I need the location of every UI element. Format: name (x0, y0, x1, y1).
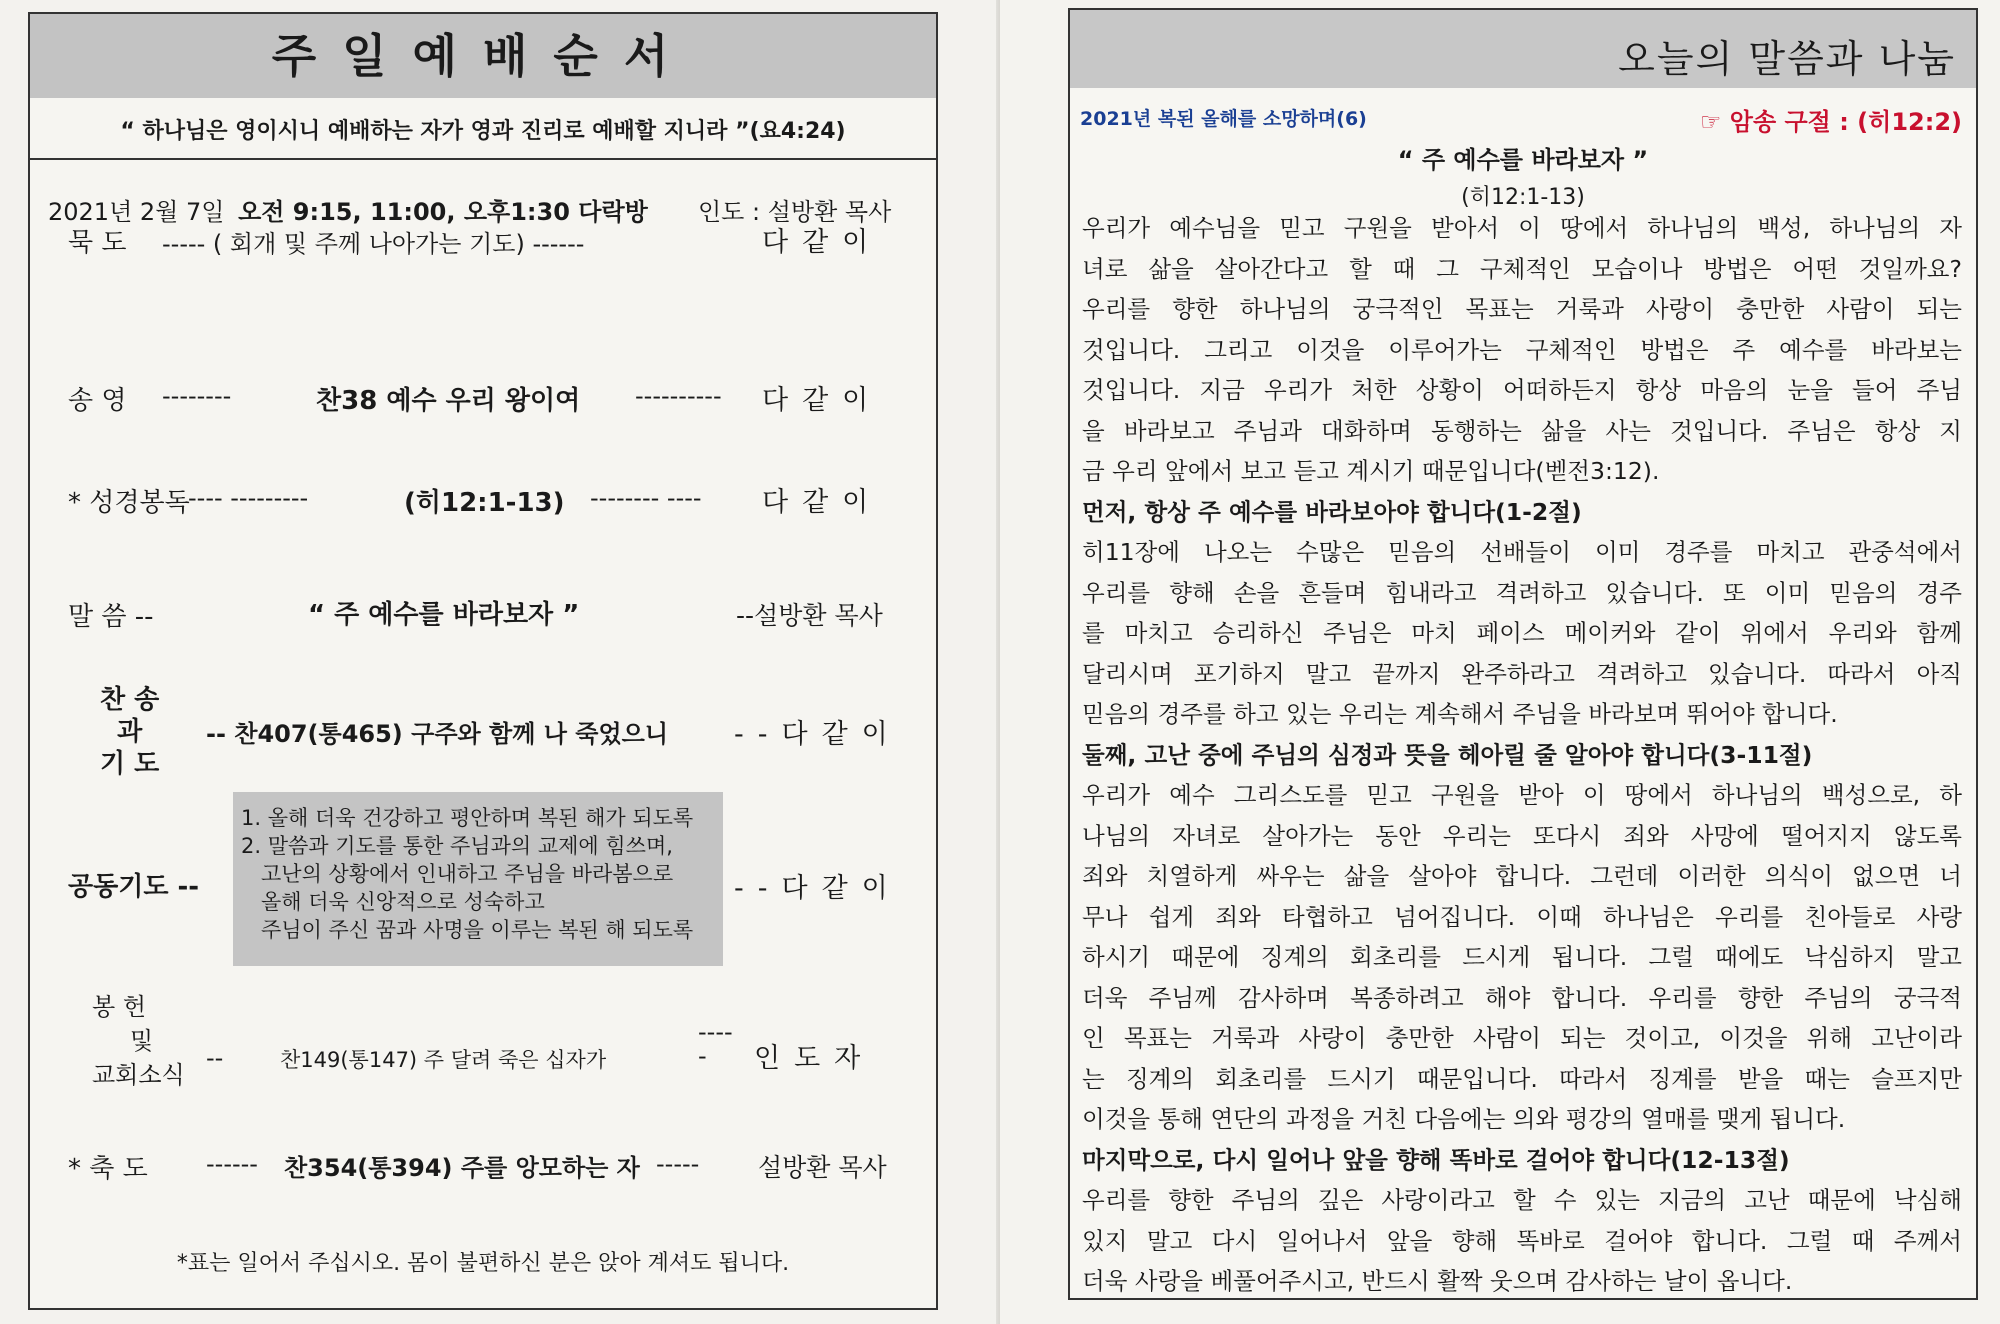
footnote: *표는 일어서 주십시오. 몸이 불편하신 분은 앉아 계셔도 됩니다. (176, 1251, 790, 1276)
body-line: 더욱 사랑을 베풀어주시고, 반드시 활짝 웃으며 감사하는 날이 옵니다. (1082, 1267, 1793, 1295)
body-line: 우리를 향해 손을 흔들며 힘내라고 격려하고 있습니다. 또 이미 믿음의 경주 (1082, 578, 1962, 607)
page-title: 주일예배순서 (271, 29, 695, 83)
body-line: 나님의 자녀로 살아가는 동안 우리는 또다시 죄와 사망에 떨어지지 않도록 (1082, 821, 1962, 850)
item-label-silent-prayer: 묵 도 (68, 228, 127, 258)
label-line: 및 (130, 1027, 154, 1055)
prayer-line: 고난의 상황에서 인내하고 주님을 바라봄으로 (261, 862, 674, 886)
service-info (48, 192, 892, 227)
section-heading: 마지막으로, 다시 일어나 앞을 향해 똑바로 걸어야 합니다(12-13절) (1082, 1145, 1790, 1174)
body-line: 녀로 삶을 살아간다고 할 때 그 구체적인 모습이나 방법은 어떤 것일까요? (1082, 254, 1962, 283)
item-label-sermon: 말 씀 -- (68, 602, 154, 632)
prayer-line: 올해 더욱 신앙적으로 성숙하고 (261, 890, 545, 914)
message-title: 오늘의 말씀과 나눔 (1618, 37, 1956, 81)
item-label-common-prayer: 공동기도 -- (68, 872, 200, 902)
item-performer-hymn-prayer: --다같이 (734, 719, 902, 750)
item-prefix-scripture: ---- --------- (188, 484, 309, 512)
item-detail-hymn-prayer: -- 찬407(통465) 구주와 함께 나 죽었으니 (206, 720, 669, 748)
body-line: 달리시며 포기하지 말고 끝까지 완주하라고 격려하고 있습니다. 따라서 아직 (1082, 659, 1962, 688)
body-line: 하시기 때문에 징계의 회초리를 드시게 됩니다. 그럴 때에도 낙심하지 말고 (1082, 943, 1962, 971)
prayer-line: 2. 말씀과 기도를 통한 주님과의 교제에 힘쓰며, (241, 834, 673, 858)
series-label: 2021년 복된 올해를 소망하며(6) (1080, 108, 1367, 130)
label-line: 기 도 (100, 749, 160, 779)
label-line: 교회소식 (92, 1061, 185, 1089)
label-line: 찬 송 (100, 685, 160, 715)
body-line: 히11장에 나오는 수많은 믿음의 선배들이 이미 경주를 마치고 관중석에서 (1082, 538, 1962, 566)
message-panel (1068, 8, 1978, 1300)
worship-order-panel (28, 12, 938, 1310)
body-line: 믿음의 경주를 하고 있는 우리는 계속해서 주님을 바라보며 뛰어야 합니다. (1082, 700, 1838, 728)
label-line: 과 (117, 717, 143, 747)
item-prefix-benediction: ------ (206, 1150, 258, 1178)
section-heading: 둘째, 고난 중에 주님의 심정과 뜻을 헤아릴 줄 알아야 합니다(3-11절) (1082, 740, 1813, 769)
body-line: 금 우리 앞에서 보고 듣고 계시기 때문입니다(벧전3:12). (1082, 457, 1660, 485)
body-line: 우리가 예수 그리스도를 믿고 구원을 받아 이 땅에서 하나님의 백성으로, 하 (1082, 781, 1962, 809)
body-line: 죄와 치열하게 싸우는 삶을 살아야 합니다. 그런데 이러한 의식이 없으면 너 (1082, 862, 1962, 890)
body-line: 를 마치고 승리하신 주님은 마치 페이스 메이커와 같이 위에서 우리와 함께 (1082, 619, 1962, 647)
service-date: 2021년 2월 7일 (48, 198, 225, 226)
item-detail-doxology: 찬38 예수 우리 왕이여 (316, 386, 581, 416)
body-line: 있지 말고 다시 일어나서 앞을 향해 똑바로 걸어야 합니다. 그럴 때 주께서 (1082, 1226, 1962, 1255)
item-performer-sermon: --설방환 목사 (736, 601, 883, 630)
body-line: 우리가 예수님을 믿고 구원을 받아서 이 땅에서 하나님의 백성, 하나님의 자 (1082, 214, 1962, 242)
prayer-line: 주님이 주신 꿈과 사명을 이루는 복된 해 되도록 (261, 918, 694, 942)
item-detail-sermon: “ 주 예수를 바라보자 ” (308, 600, 580, 630)
body-line: 이것을 통해 연단의 과정을 거친 다음에는 의와 평강의 열매를 맺게 됩니다. (1082, 1105, 1846, 1133)
item-detail-offering: 찬149(통147) 주 달려 죽은 십자가 (280, 1048, 607, 1072)
body-line: 우리를 향한 하나님의 궁극적인 목표는 거룩과 사랑이 충만한 사람이 되는 (1082, 295, 1962, 323)
theme-verse: “ 하나님은 영이시니 예배하는 자가 영과 진리로 예배할 지니라 ”(요4:24) (120, 119, 846, 144)
right-page (1000, 0, 2000, 1324)
item-performer-scripture: 다같이 (762, 487, 883, 518)
item-detail-benediction: 찬354(통394) 주를 앙모하는 자 (284, 1154, 640, 1182)
item-suffix-scripture: -------- ---- (590, 484, 702, 512)
sermon-body (1082, 208, 1962, 1302)
service-leader: 인도 : 설방환 목사 (698, 198, 892, 226)
item-suffix-benediction: ----- (656, 1150, 700, 1178)
item-label-hymn-prayer (100, 684, 159, 780)
item-detail-scripture: (히12:1-13) (404, 488, 565, 518)
item-performer-offering: 인도자 (754, 1043, 875, 1074)
sermon-title: “ 주 예수를 바라보자 ” (1397, 146, 1649, 174)
item-performer-benediction: 설방환 목사 (758, 1153, 887, 1182)
item-label-offering (92, 990, 185, 1092)
body-line: 것입니다. 그리고 이것을 이루어가는 구체적인 방법은 주 예수를 바라보는 (1082, 335, 1962, 364)
label-line: 봉 헌 (92, 993, 146, 1021)
item-detail-silent-prayer: ----- ( 회개 및 주께 나아가는 기도) ------ (162, 230, 585, 258)
item-suffix-doxology: ---------- (635, 382, 722, 410)
item-label-doxology: 송 영 (68, 386, 127, 416)
item-prefix-offering: -- (206, 1044, 224, 1072)
common-prayer-box (233, 792, 723, 966)
divider (30, 158, 936, 160)
body-line: 더욱 주님께 감사하며 복종하려고 해야 합니다. 우리를 향한 주님의 궁극적 (1082, 983, 1962, 1012)
item-label-scripture: * 성경봉독 (68, 488, 190, 518)
prayer-line: 1. 올해 더욱 건강하고 평안하며 복된 해가 되도록 (241, 806, 694, 830)
item-performer-silent-prayer: 다같이 (762, 227, 883, 258)
service-times: 오전 9:15, 11:00, 오후1:30 다락방 (238, 198, 648, 226)
body-line: 것입니다. 지금 우리가 처한 상황이 어떠하든지 항상 마음의 눈을 들어 주님 (1082, 376, 1962, 404)
body-line: 는 징계의 회초리를 드시기 때문입니다. 따라서 징계를 받을 때는 슬프지만 (1082, 1064, 1962, 1093)
sermon-reference: (히12:1-13) (1461, 185, 1585, 210)
body-line: 우리를 향한 주님의 깊은 사랑이라고 할 수 있는 지금의 고난 때문에 낙심해 (1082, 1186, 1962, 1214)
section-heading: 먼저, 항상 주 예수를 바라보아야 합니다(1-2절) (1082, 497, 1582, 526)
body-line: 인 목표는 거룩과 사랑이 충만한 사람이 되는 것이고, 이것을 위해 고난이라 (1082, 1024, 1962, 1052)
item-suffix-offering: ---- - (698, 1018, 733, 1070)
item-performer-common-prayer: --다같이 (734, 873, 902, 904)
item-performer-doxology: 다같이 (762, 385, 883, 416)
body-line: 을 바라보고 주님과 대화하며 동행하는 삶을 사는 것입니다. 주님은 항상 지 (1082, 416, 1962, 445)
item-label-benediction: * 축 도 (68, 1154, 148, 1184)
memory-verse: ☞ 암송 구절 : (히12:2) (1699, 108, 1962, 136)
body-line: 무나 쉽게 죄와 타협하고 넘어집니다. 이때 하나님은 우리를 친아들로 사랑 (1082, 902, 1962, 931)
item-prefix-doxology: -------- (162, 382, 232, 410)
